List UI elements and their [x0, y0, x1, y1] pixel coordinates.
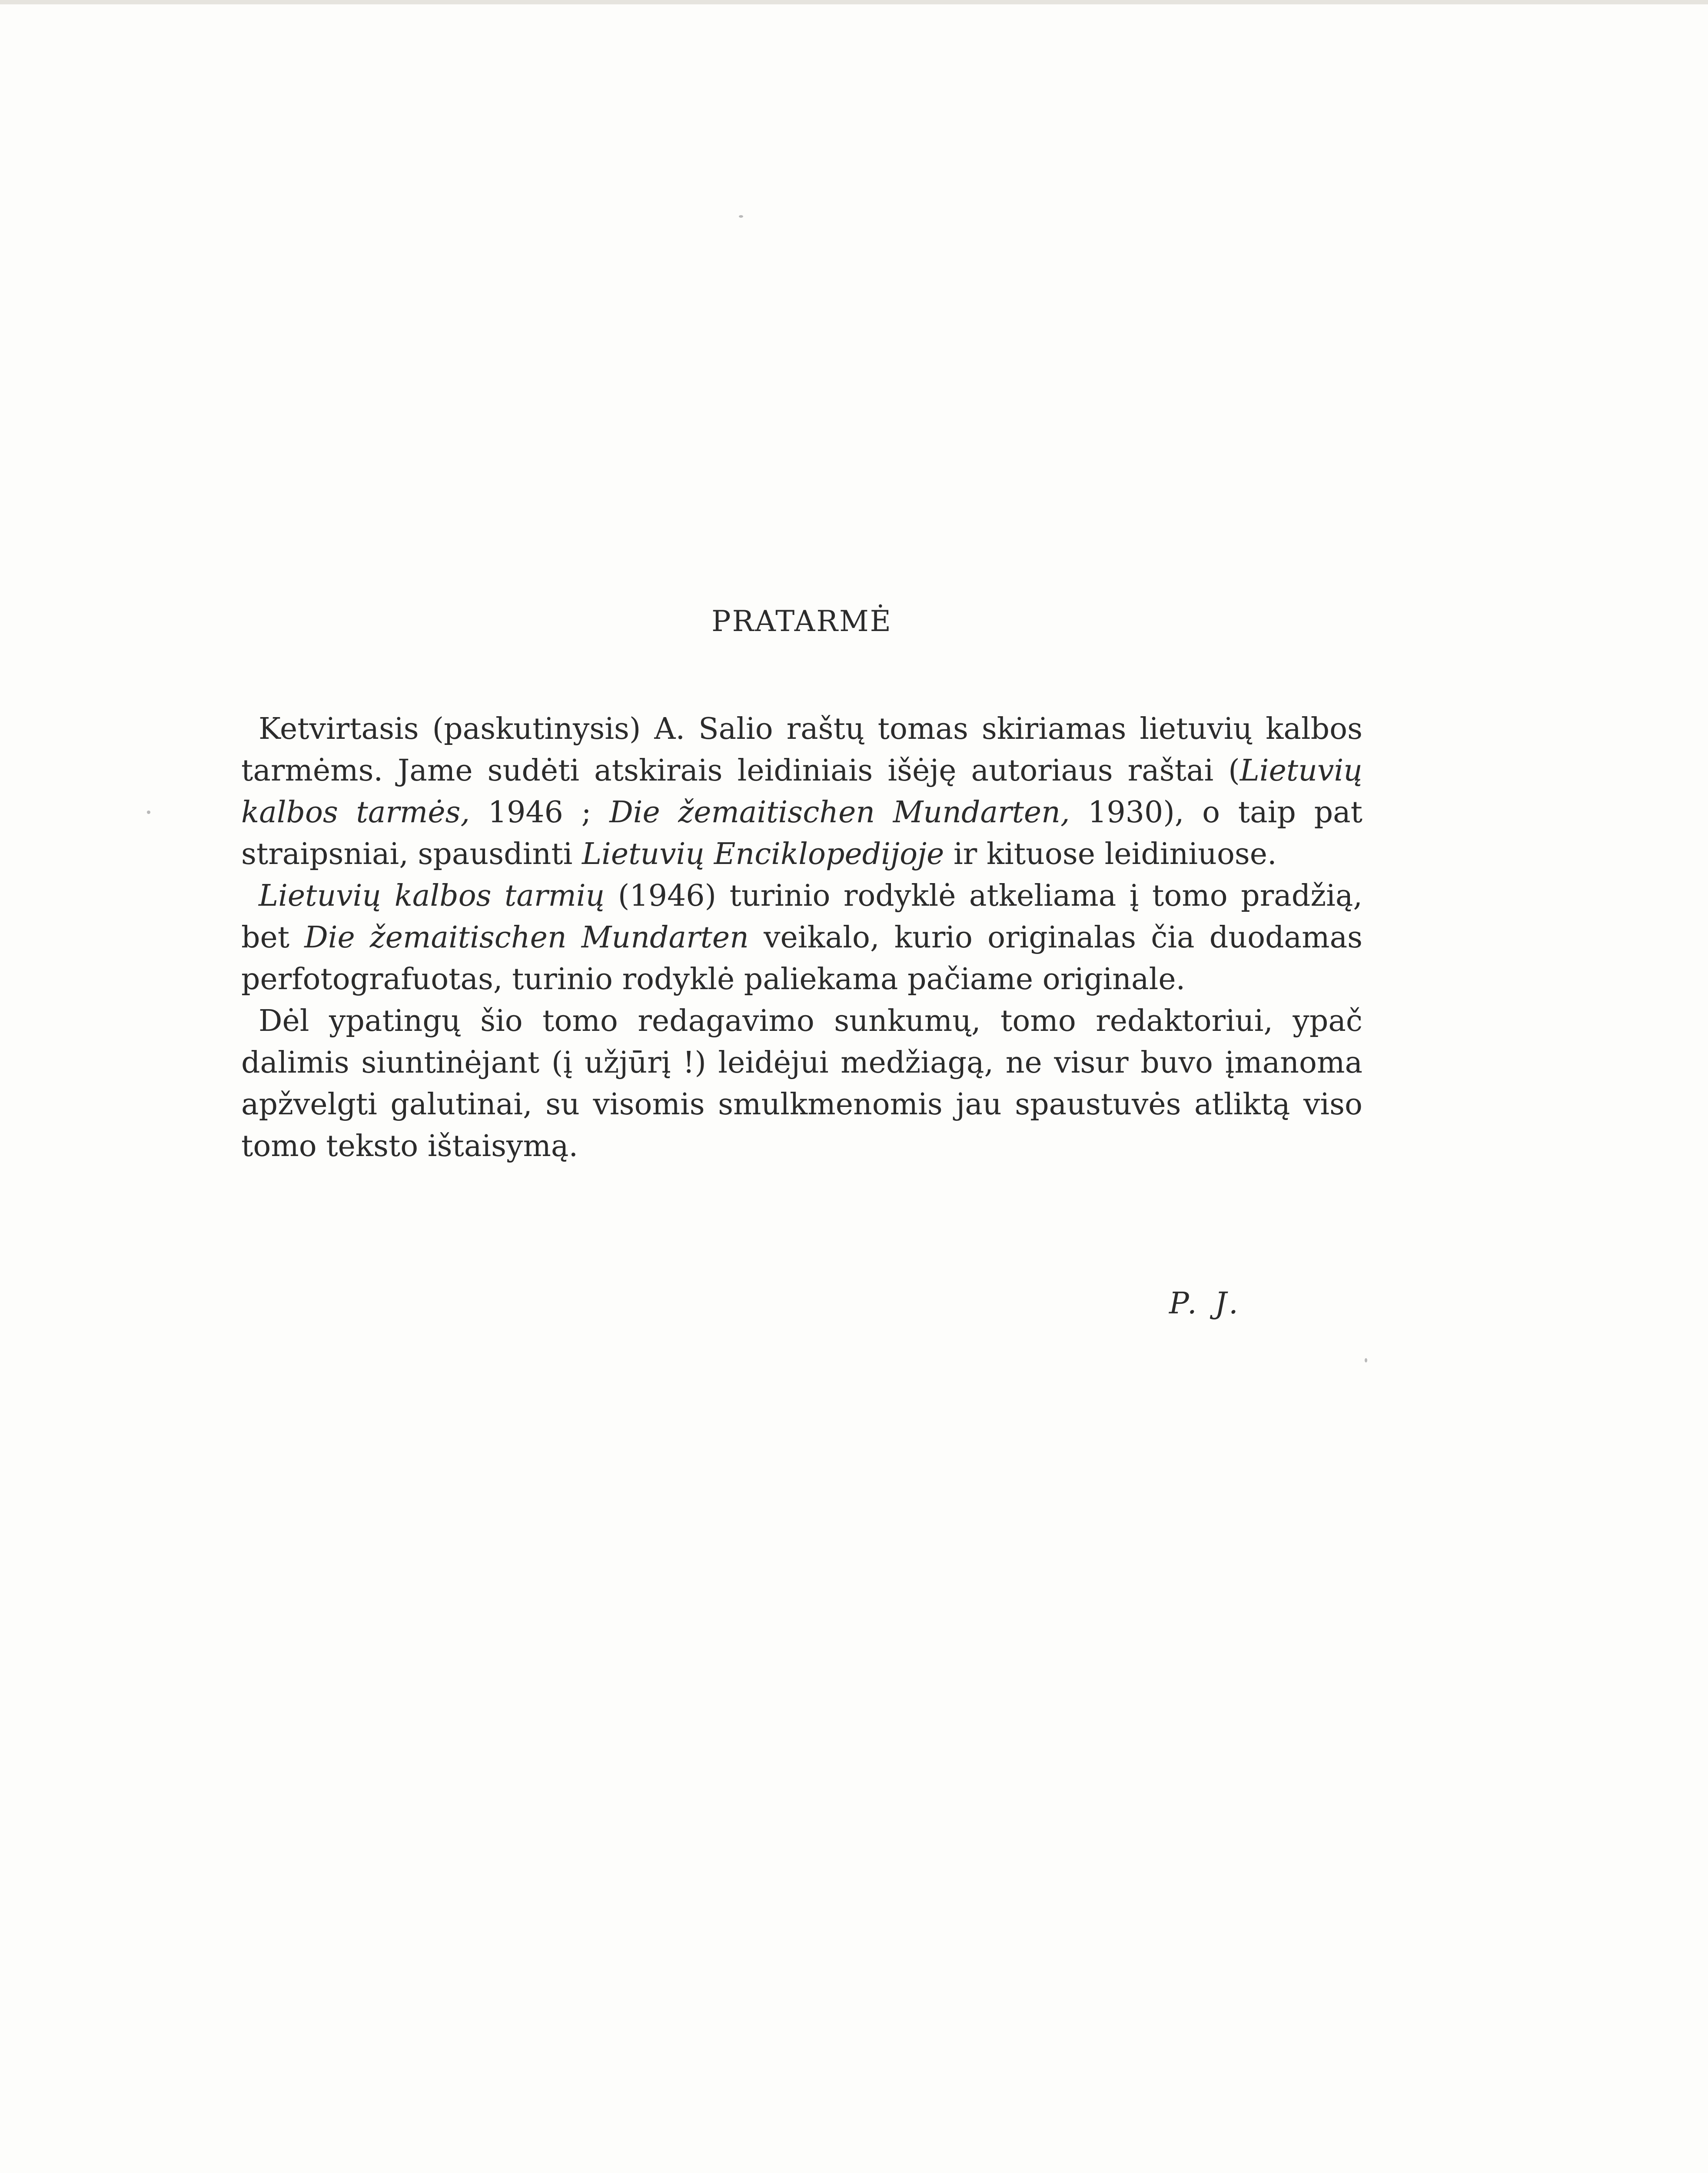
paragraph-segment: veikalo, kurio originalas čia duodamas perfotografuotas, turinio rodyklė paliekama pačiame originale.	[241, 920, 1363, 997]
paragraph-segment-italic: Die žemaitischen Mundarten,	[609, 795, 1070, 830]
paper-speck	[1365, 1358, 1367, 1362]
paper-speck	[147, 811, 150, 814]
paragraph-segment: 1930), o taip pat straipsniai, spausdinti	[241, 795, 1362, 871]
paragraph-segment: (1946) turinio rodyklė atkeliama į tomo pradžią, bet	[241, 879, 1362, 955]
paper-speck	[739, 215, 743, 218]
paragraph-2	[241, 875, 1362, 1000]
paragraph-segment-italic: Lietuvių kalbos tarmių	[259, 879, 605, 913]
paragraph-segment-italic: Die žemaitischen Mundarten	[304, 920, 749, 955]
page-title: PRATARMĖ	[711, 605, 892, 638]
page-top-edge	[0, 0, 1708, 4]
preface-text-block	[241, 600, 1362, 1167]
paragraph-segment: Ketvirtasis (paskutinysis) A. Salio raštų tomas skiriamas lietuvių kalbos tarmėms. Jame sudėti atskirais leidiniais išėję autoriaus raštai (	[241, 712, 1362, 788]
signature-initials: P. J.	[1169, 1286, 1243, 1321]
paragraph-1	[241, 708, 1362, 875]
paragraph-segment-italic: Lietuvių kalbos tarmės,	[241, 754, 1362, 830]
paragraph-segment-italic: Lietuvių Enciklopedijoje	[582, 837, 944, 871]
paragraph-segment: Dėl ypatingų šio tomo redagavimo sunkumų, tomo redaktoriui, ypač dalimis siuntinėjant (į užjūrį !) leidėjui medžiagą, ne visur buvo įmanoma apžvelgti galutinai, su visomis smulkmenomis jau spaustuvės atliktą viso tomo teksto ištaisymą.	[241, 1004, 1362, 1163]
paragraph-segment: 1946 ;	[470, 795, 610, 830]
paragraph-3	[241, 1000, 1362, 1167]
paragraph-segment: ir kituose leidiniuose.	[944, 837, 1277, 871]
